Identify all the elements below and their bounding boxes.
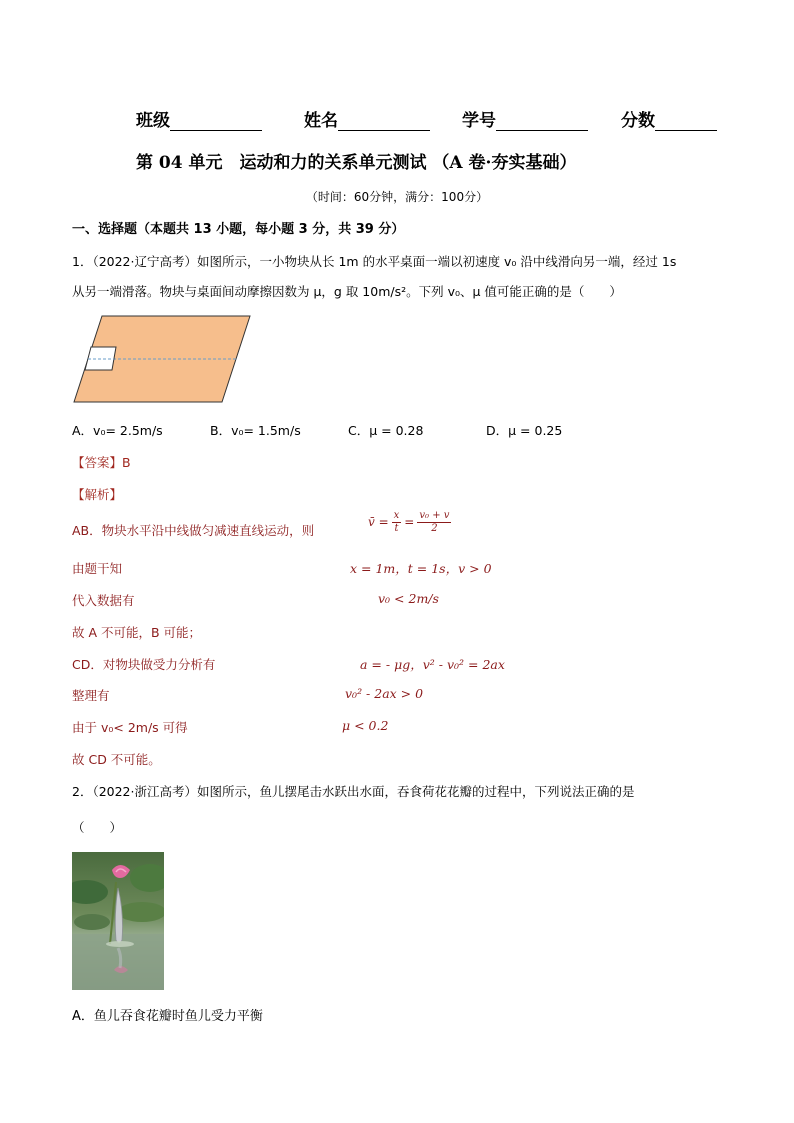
q1-arrange-label: 整理有	[72, 688, 110, 703]
exam-info: （时间：60分钟，满分：100分）	[305, 190, 489, 204]
score-label: 分数	[621, 111, 655, 131]
student-info-row	[136, 106, 736, 130]
score-field	[621, 106, 717, 131]
q1-since-value: μ < 0.2	[342, 718, 389, 733]
q1-answer: 【答案】B	[72, 455, 131, 470]
fraction-avg-velocity: $\frac{\text{v₀ + v}}{2}$	[419, 510, 450, 534]
id-blank[interactable]	[496, 112, 588, 131]
q1-cd-text: CD．对物块做受力分析有	[72, 657, 216, 672]
q2-option-a[interactable]: A．鱼儿吞食花瓣时鱼儿受力平衡	[72, 1009, 263, 1024]
q2-text-line1: 2．（2022·浙江高考）如图所示，鱼儿摆尾击水跃出水面，吞食荷花花瓣的过程中，下列说法正确的是	[72, 784, 635, 799]
name-label: 姓名	[304, 111, 338, 131]
q1-conclusion-ab: 故 A 不可能，B 可能；	[72, 625, 202, 640]
q1-substitute-label: 代入数据有	[72, 593, 135, 608]
q1-avg-velocity-formula: v̄ = $\frac{x}{t}$ = $\frac{\text{v₀ + v}}{2}$	[368, 510, 450, 534]
q1-option-c[interactable]: C．μ = 0.28	[348, 423, 424, 438]
q1-arrange-value: v₀² - 2ax > 0	[345, 686, 424, 701]
name-blank[interactable]	[338, 112, 430, 131]
q1-conclusion-cd: 故 CD 不可能。	[72, 752, 161, 767]
q1-ab-text: AB．物块水平沿中线做匀减速直线运动，则	[72, 523, 315, 538]
id-field	[462, 106, 588, 131]
fish-lotus-image	[72, 852, 164, 990]
vbar-symbol: v̄ =	[368, 515, 389, 529]
class-label: 班级	[136, 111, 170, 131]
q1-given-label: 由题干知	[72, 561, 123, 576]
fish-lotus-photo	[72, 852, 164, 990]
q1-since-label: 由于 v₀< 2m/s 可得	[72, 720, 188, 735]
page-title: 第 04 单元 运动和力的关系单元测试 （A 卷·夯实基础）	[136, 153, 577, 173]
class-blank[interactable]	[170, 112, 262, 131]
name-field	[304, 106, 430, 131]
q1-text-line1: 1．（2022·辽宁高考）如图所示，一小物块从长 1m 的水平桌面一端以初速度 v₀ 沿中线滑向另一端，经过 1s	[72, 254, 677, 269]
q1-cd-value: a = - μg，v² - v₀² = 2ax	[360, 657, 505, 672]
q1-option-a[interactable]: A．v₀= 2.5m/s	[72, 423, 163, 438]
q1-table-figure	[72, 314, 252, 404]
q1-substitute-value: v₀ < 2m/s	[378, 591, 439, 606]
class-field	[136, 106, 262, 131]
q1-option-d[interactable]: D．μ = 0.25	[486, 423, 563, 438]
section-heading: 一、选择题（本题共 13 小题，每小题 3 分，共 39 分）	[72, 222, 405, 237]
q1-option-b[interactable]: B．v₀= 1.5m/s	[210, 423, 301, 438]
fraction-x-over-t: $\frac{x}{t}$	[393, 510, 400, 534]
score-blank[interactable]	[655, 112, 717, 131]
q1-text-line2: 从另一端滑落。物块与桌面间动摩擦因数为 μ，g 取 10m/s²。下列 v₀、μ 值可能正确的是（ ）	[72, 284, 622, 299]
id-label: 学号	[462, 111, 496, 131]
q1-analysis-label: 【解析】	[72, 487, 123, 502]
q1-given-value: x = 1m，t = 1s，v > 0	[350, 561, 492, 576]
q2-text-line2: （ ）	[72, 820, 123, 835]
